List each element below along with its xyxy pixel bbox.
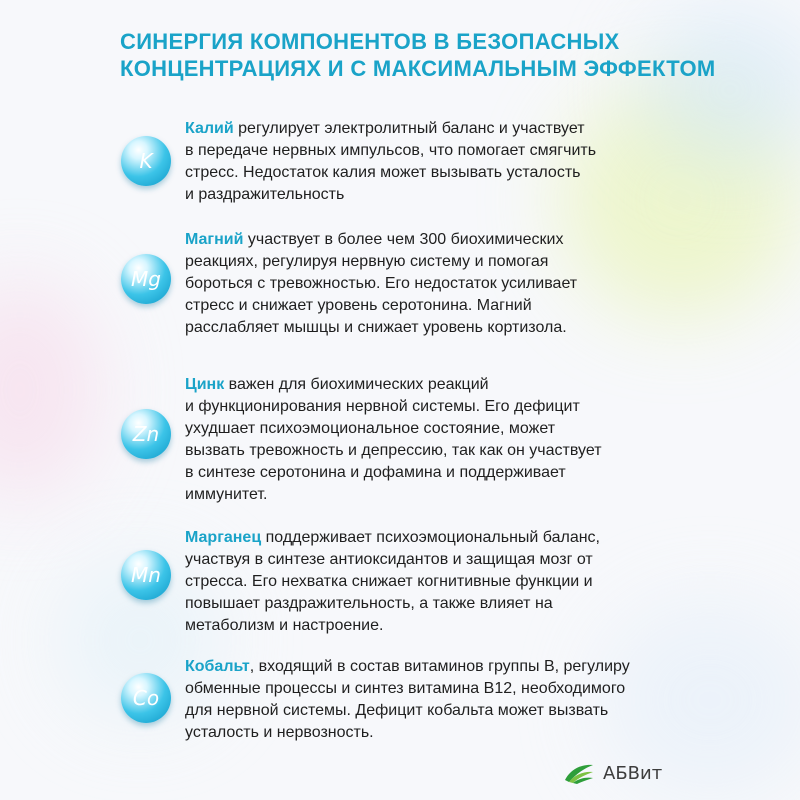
page-title [120,28,720,82]
text-line: стресс и снижает уровень серотонина. Магний [185,297,532,314]
text-line: для нервной системы. Дефицит кобальта может вызвать [185,702,609,719]
text-line: в синтезе серотонина и дофамина и поддерживает [185,464,566,481]
text-line: реакциях, регулируя нервную систему и помогая [185,253,549,270]
text-line [185,656,630,678]
text-fragment: важен для биохимических реакций [224,376,489,393]
bg-decor [0,280,100,500]
text-line: иммунитет. [185,486,268,503]
element-badge: Co [121,673,171,723]
text-line [185,118,596,140]
title-line: СИНЕРГИЯ КОМПОНЕНТОВ В БЕЗОПАСНЫХ [120,29,620,54]
text-line: бороться с тревожностью. Его недостаток усиливает [185,275,578,292]
text-line: метаболизм и настроение. [185,617,384,634]
element-badge: Mg [121,254,171,304]
text-line: обменные процессы и синтез витамина В12, необходимого [185,680,626,697]
element-name: Марганец [185,529,262,546]
element-name: Калий [185,120,234,137]
text-line: расслабляет мышцы и снижает уровень кортизола. [185,319,567,336]
element-description [185,374,602,506]
element-badge: Zn [121,409,171,459]
title-line: КОНЦЕНТРАЦИЯХ И С МАКСИМАЛЬНЫМ ЭФФЕКТОМ [120,56,716,81]
element-description [185,527,600,637]
text-line: стресс. Недостаток калия может вызывать усталость [185,164,581,181]
text-line: ухудшает психоэмоциональное состояние, может [185,420,556,437]
text-fragment: поддерживает психоэмоциональный баланс, [261,529,600,546]
element-badge: K [121,136,171,186]
text-line: стресса. Его нехватка снижает когнитивные функции и [185,573,593,590]
element-description [185,118,596,206]
element-name: Кобальт [185,658,250,675]
element-name: Цинк [185,376,225,393]
text-line: и раздражительность [185,186,345,203]
text-line: вызвать тревожность и депрессию, так как он участвует [185,442,602,459]
text-line: в передаче нервных импульсов, что помогает смягчить [185,142,597,159]
element-name: Магний [185,231,244,248]
text-line: усталость и нервозность. [185,724,374,741]
brand-logo [563,762,662,784]
text-line [185,374,602,396]
text-line: и функционирования нервной системы. Его дефицит [185,398,580,415]
text-fragment: , входящий в состав витаминов группы В, регулиру [249,658,630,675]
text-line: участвуя в синтезе антиоксидантов и защищая мозг от [185,551,593,568]
text-fragment: регулирует электролитный баланс и участвует [233,120,585,137]
element-description [185,229,577,339]
element-description [185,656,630,744]
element-badge: Mn [121,550,171,600]
brand-name: АБВит [603,762,663,784]
text-line: повышает раздражительность, а также влияет на [185,595,553,612]
text-line [185,229,577,251]
text-line [185,527,600,549]
text-fragment: участвует в более чем 300 биохимических [243,231,564,248]
leaf-logo-icon [563,762,595,784]
